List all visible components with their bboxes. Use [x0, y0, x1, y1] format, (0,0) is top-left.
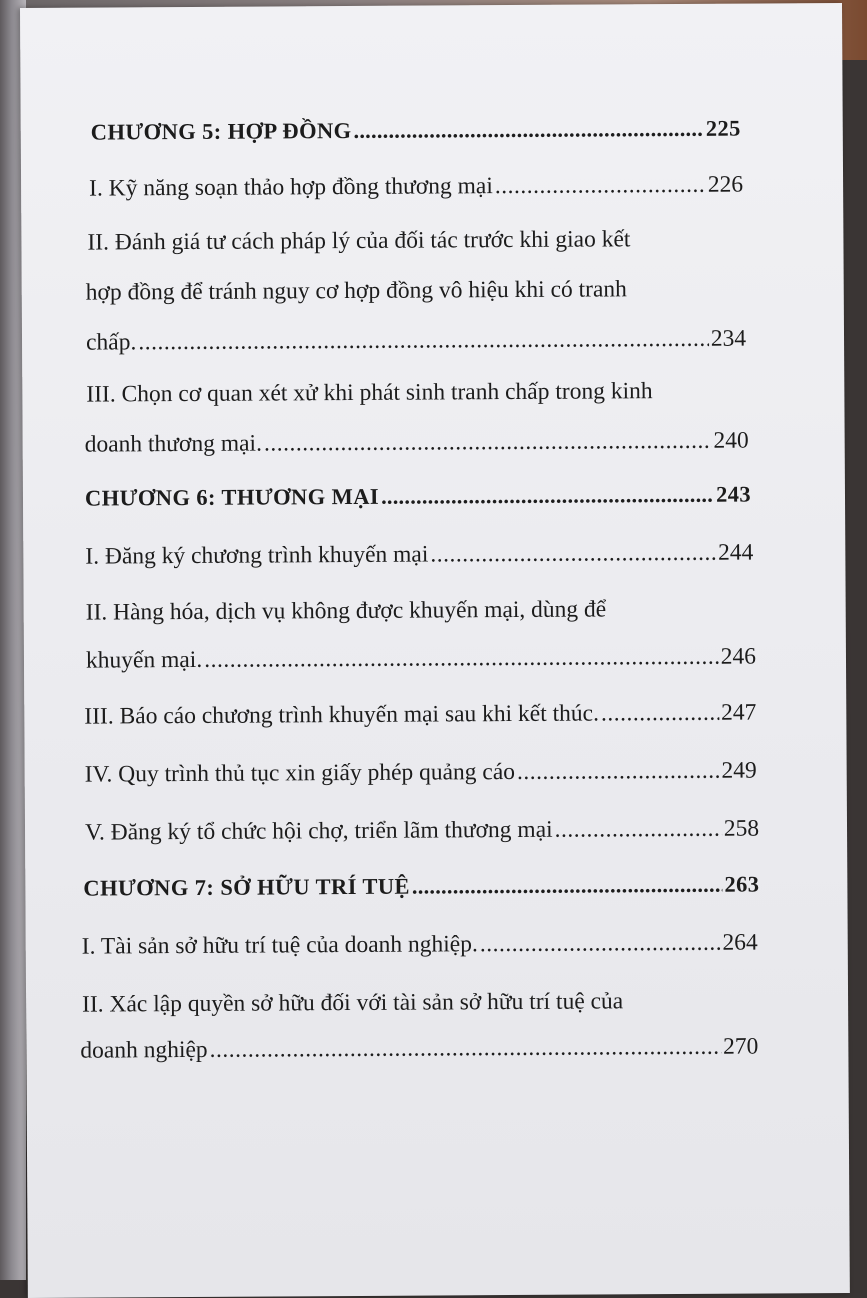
toc-entry-5-3 — [85, 428, 749, 459]
toc-entry-5-1 — [89, 172, 743, 203]
toc-chapter-7 — [83, 872, 759, 902]
toc-entry-title: I. Đăng ký chương trình khuyến mại — [85, 541, 429, 570]
toc-entry-title: khuyến mại. — [85, 646, 203, 674]
toc-entry-title: doanh nghiệp — [80, 1036, 208, 1064]
dot-leader — [381, 482, 714, 510]
toc-entry-7-2-line-1: II. Xác lập quyền sở hữu đối với tài sản sở hữu trí tuệ của — [82, 988, 624, 1018]
dot-leader — [210, 1034, 722, 1064]
toc-entry-title: CHƯƠNG 5: HỢP ĐỒNG — [90, 117, 352, 145]
toc-entry-title: III. Báo cáo chương trình khuyến mại sau khi kết thúc. — [84, 700, 600, 730]
dot-leader — [495, 172, 706, 200]
toc-page-number: 234 — [710, 325, 747, 352]
toc-page-number: 240 — [713, 427, 749, 454]
toc-entry-6-2-line-1: II. Hàng hóa, dịch vụ không được khuyến mại, dùng để — [85, 596, 607, 626]
toc-entry-title: CHƯƠNG 7: SỞ HỮU TRÍ TUỆ — [83, 873, 410, 901]
toc-page-number: 225 — [705, 115, 741, 141]
toc-page-number: 243 — [715, 481, 752, 507]
toc-entry-title: CHƯƠNG 6: THƯƠNG MẠI — [84, 483, 380, 511]
dot-leader — [430, 540, 716, 569]
toc-page-number: 270 — [723, 1033, 759, 1060]
dot-leader — [204, 644, 719, 674]
toc-page-number: 246 — [720, 643, 757, 670]
toc-entry-7-1 — [82, 930, 758, 961]
dot-leader — [555, 816, 722, 844]
dot-leader — [480, 930, 721, 958]
toc-entry-5-2 — [86, 326, 746, 357]
toc-entry-5-2-line-2: hợp đồng để tránh nguy cơ hợp đồng vô hiệu khi có tranh — [85, 276, 627, 306]
toc-entry-title: doanh thương mại. — [84, 430, 262, 458]
toc-entry-title: V. Đăng ký tổ chức hội chợ, triển lãm thương mại — [84, 816, 553, 846]
toc-chapter-6 — [85, 482, 751, 512]
toc-page-number: 263 — [724, 871, 760, 897]
toc-entry-title: I. Kỹ năng soạn thảo hợp đồng thương mại — [89, 173, 493, 202]
toc-entry-5-3-line-1: III. Chọn cơ quan xét xử khi phát sinh tranh chấp trong kinh — [86, 378, 653, 408]
toc-page-number: 258 — [723, 815, 760, 842]
toc-page-number: 249 — [721, 757, 757, 784]
toc-entry-6-2 — [86, 644, 756, 675]
book-page — [20, 3, 850, 1298]
toc-entry-7-2 — [80, 1034, 758, 1065]
toc-entry-6-3 — [84, 700, 756, 731]
toc-entry-title: chấp. — [85, 329, 137, 356]
toc-entry-6-5 — [85, 816, 759, 847]
toc-entry-6-1 — [85, 540, 753, 571]
dot-leader — [264, 428, 712, 458]
toc-entry-title: IV. Quy trình thủ tục xin giấy phép quảng cáo — [84, 758, 516, 788]
toc-entry-6-4 — [85, 758, 757, 789]
table-of-contents — [20, 3, 850, 1288]
toc-chapter-5 — [91, 116, 741, 146]
dot-leader — [412, 872, 723, 900]
toc-page-number: 264 — [722, 929, 758, 956]
dot-leader — [601, 700, 719, 728]
toc-entry-5-2-line-1: II. Đánh giá tư cách pháp lý của đối tác trước khi giao kết — [87, 226, 631, 256]
dot-leader — [138, 326, 709, 356]
toc-page-number: 247 — [720, 699, 757, 726]
dot-leader — [353, 116, 703, 144]
toc-page-number: 226 — [707, 171, 744, 198]
toc-entry-title: I. Tài sản sở hữu trí tuệ của doanh nghiệp. — [81, 931, 478, 960]
dot-leader — [517, 758, 720, 786]
toc-page-number: 244 — [718, 539, 754, 566]
